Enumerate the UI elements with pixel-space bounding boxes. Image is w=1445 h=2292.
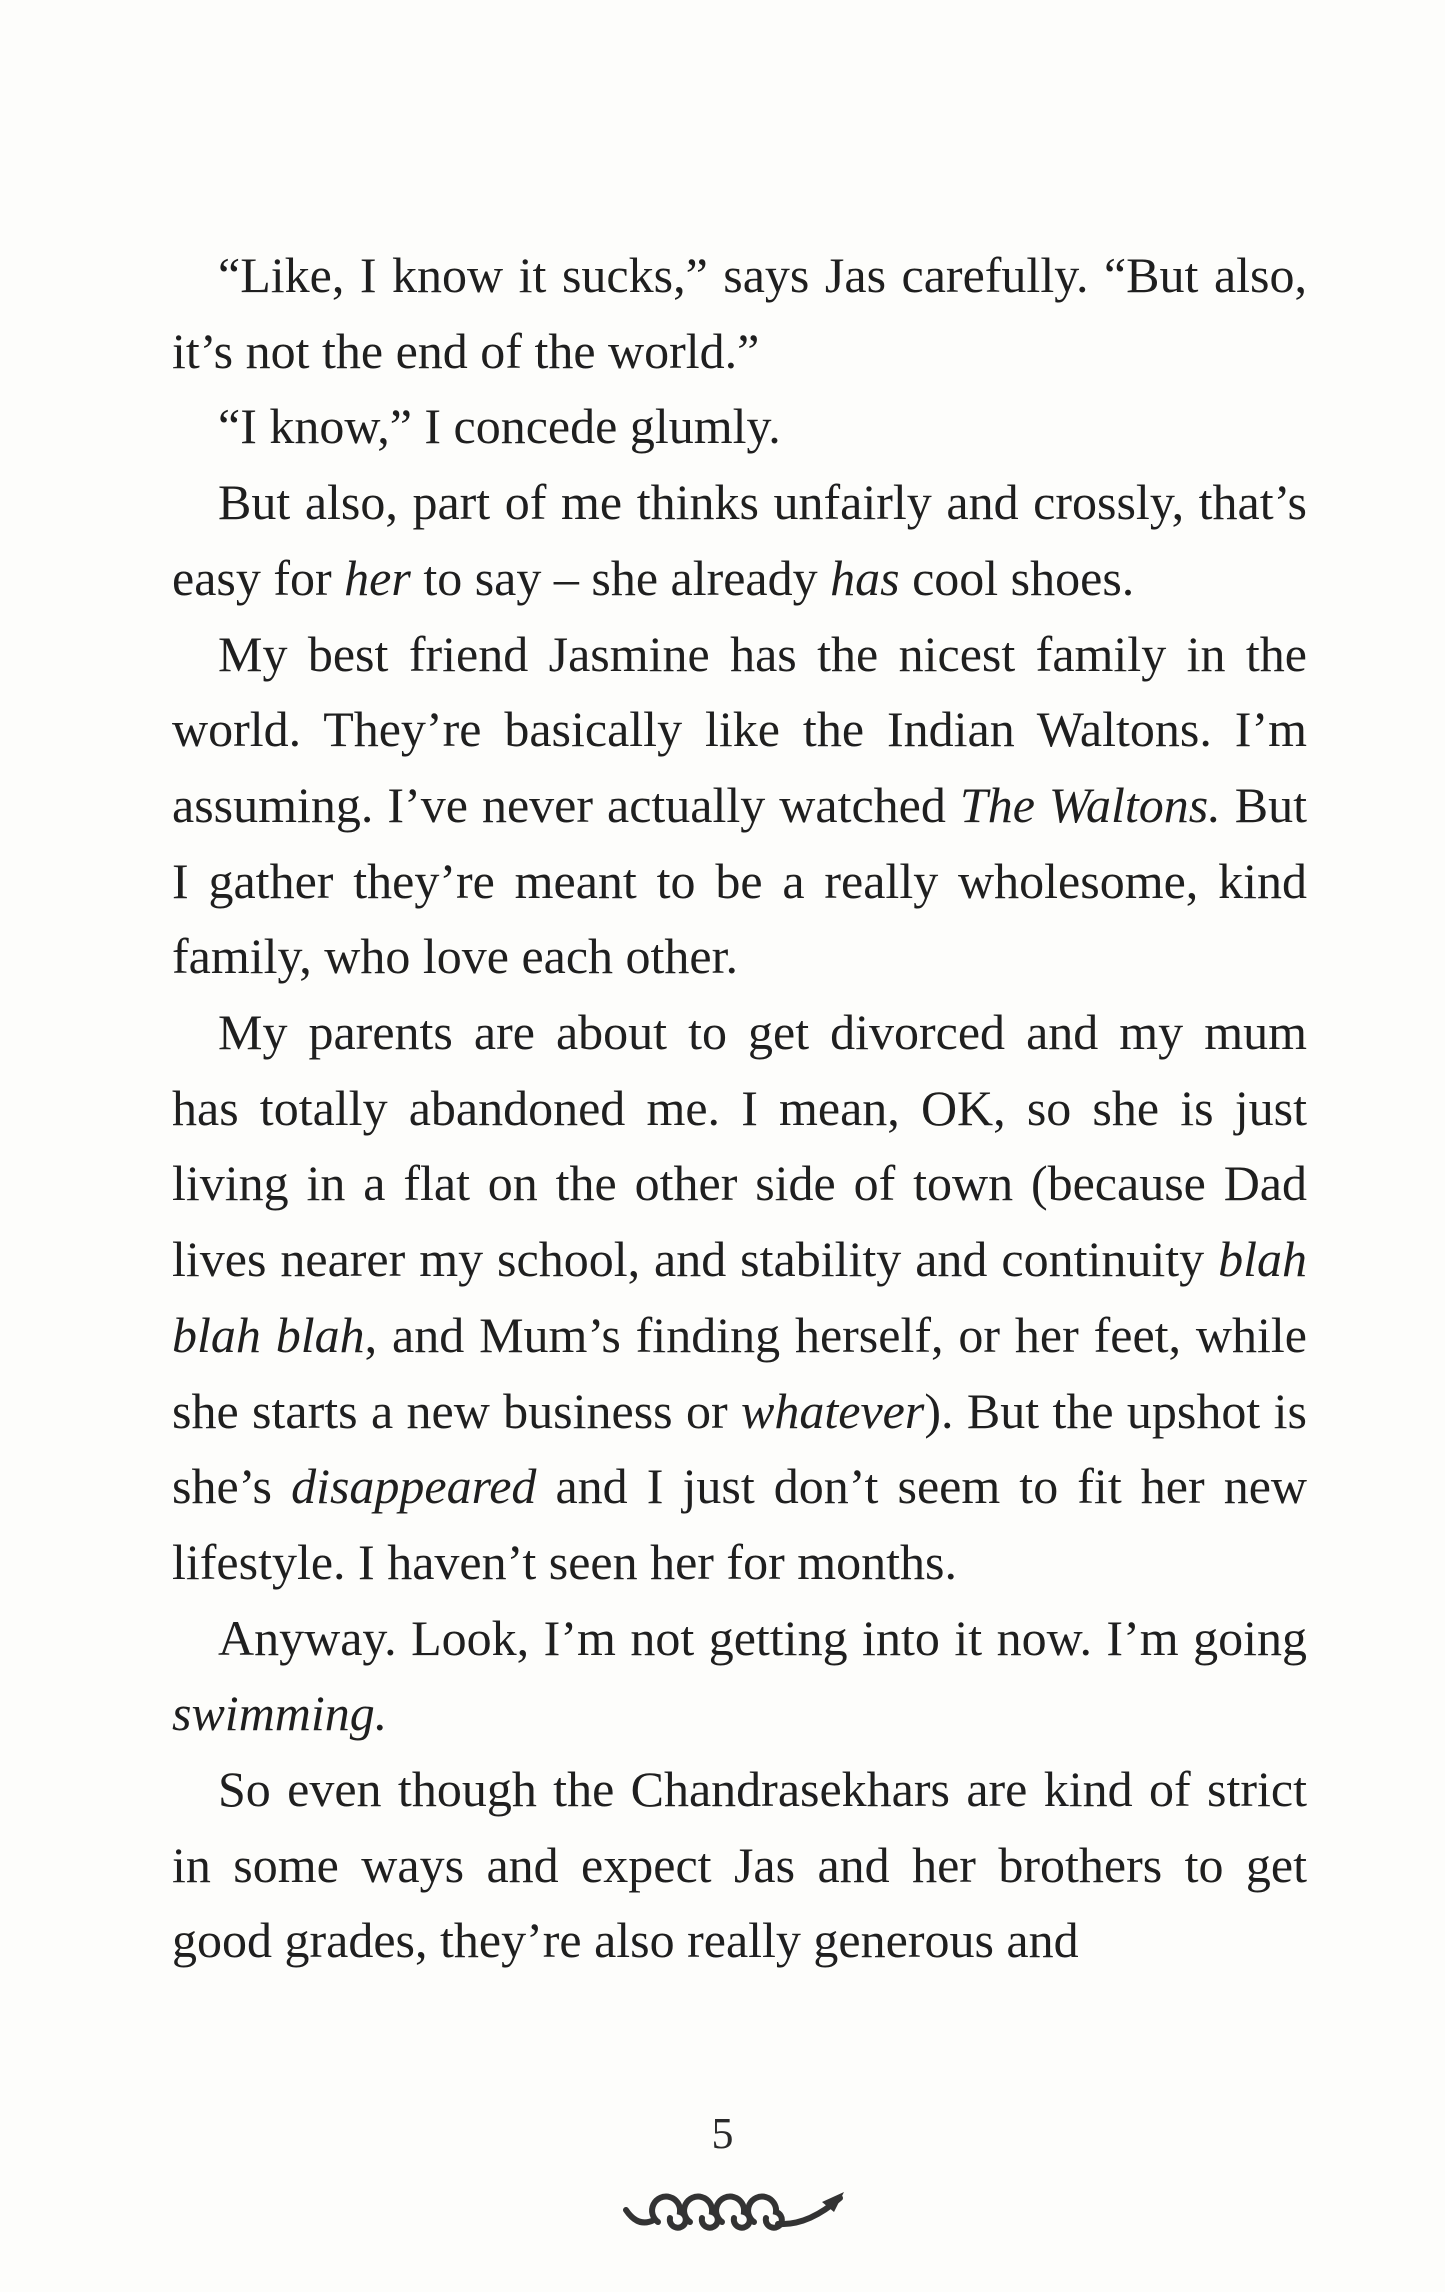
italic-text-run: The Waltons. xyxy=(959,776,1221,833)
text-run: So even though the Chandrasekhars are kind of strict in some ways and expect Jas and her brothers to get good grades, they’re also really generous and xyxy=(172,1761,1307,1969)
text-run: ). But the upshot is she’s xyxy=(172,1382,1307,1515)
italic-text-run: whatever xyxy=(741,1382,925,1439)
swirl-ornament-icon xyxy=(618,2184,878,2244)
italic-text-run: has xyxy=(830,549,900,606)
paragraph xyxy=(172,238,1307,389)
italic-text-run: blah blah blah xyxy=(172,1231,1307,1363)
text-run: My parents are about to get divorced and my mum has totally abandoned me. I mean, OK, so she is just living in a flat on the other side of town (because Dad lives nearer my school, and stability and continuity xyxy=(172,1004,1307,1288)
text-run: “I know,” I concede glumly. xyxy=(218,398,781,455)
paragraph xyxy=(172,1601,1307,1752)
paragraph xyxy=(172,465,1307,616)
paragraph xyxy=(172,389,1307,465)
paragraph xyxy=(172,617,1307,996)
text-run: cool shoes. xyxy=(899,549,1135,606)
page-number: 5 xyxy=(711,2109,734,2158)
text-run: to say – she already xyxy=(410,549,831,606)
text-run: and I just don’t seem to fit her new lifestyle. I haven’t seen her for months. xyxy=(172,1458,1307,1590)
text-run: My best friend Jasmine has the nicest family in the world. They’re basically like the Indian Waltons. I’m assuming. I’ve never actually watched xyxy=(172,625,1307,833)
paragraph xyxy=(172,995,1307,1601)
body-text xyxy=(172,238,1307,1979)
text-run: Anyway. Look, I’m not getting into it now. I’m going xyxy=(218,1609,1307,1666)
italic-text-run: swimming. xyxy=(172,1685,388,1742)
italic-text-run: her xyxy=(344,549,411,606)
paragraph xyxy=(172,1752,1307,1979)
text-run: “Like, I know it sucks,” says Jas carefully. “But also, it’s not the end of the world.” xyxy=(172,247,1307,379)
italic-text-run: disappeared xyxy=(291,1458,537,1515)
text-run: But also, part of me thinks unfairly and crossly, that’s easy for xyxy=(172,474,1307,606)
text-run: , and Mum’s finding herself, or her feet, while she starts a new business or xyxy=(172,1306,1307,1439)
text-run: But I gather they’re meant to be a really wholesome, kind family, who love each other. xyxy=(172,776,1308,985)
